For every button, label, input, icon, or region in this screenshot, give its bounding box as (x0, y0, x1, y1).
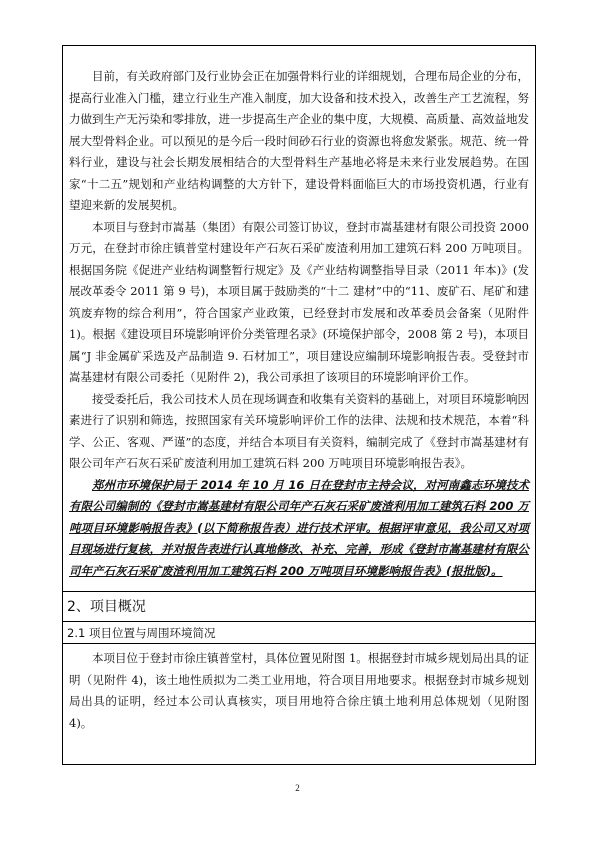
background-cell (63, 46, 535, 592)
subsection-heading: 2.1 项目位置与周围环境简况 (67, 626, 216, 640)
paragraph-commission: 接受委托后，我公司技术人员在现场调查和收集有关资料的基础上，对项目环境影响因素进行了识别和筛选，按照国家有关环境影响评价工作的法律、法规和技术规范，本着“科学、公正、客观、严谨”的态度，并结合本项目有关资料，编制完成了《登封市嵩基建材有限公司年产石灰石采矿废渣利用加工建筑石料 200 万吨项目环境影响报告表》。 (69, 391, 529, 470)
content-table (62, 45, 536, 765)
paragraph-project-background: 本项目与登封市嵩基（集团）有限公司签订协议，登封市嵩基建材有限公司投资 2000 万元，在登封市徐庄镇普堂村建设年产石灰石采矿废渣利用加工建筑石料 200 万吨项目。根据国务院《促进产业结构调整暂行规定》及《产业结构调整指导目录（2011 年本)》(发展改革委令 2011 第 9 号)，本项目属于鼓励类的“十二 建材”中的“11、废矿石、尾矿和建筑废弃物的综合利用”，符合国家产业政策，已经登封市发展和改革委员会备案（见附件 1)。根据《建设项目环境影响评价分类管理名录》(环境保护部令，2008 第 2 号)，本项目属“J 非金属矿采选及产品制造 9. 石材加工”，项目建设应编制环境影响报告表。受登封市嵩基建材有限公司委托（见附件 2)，我公司承担了该项目的环境影响评价工作。 (69, 219, 529, 384)
section-heading-cell (63, 592, 535, 622)
location-text (69, 648, 529, 734)
paragraph-industry-planning: 目前，有关政府部门及行业协会正在加强骨料行业的详细规划，合理布局企业的分布，提高行业准入门槛，建立行业生产准入制度，加大设备和技术投入，改善生产工艺流程，努力做到生产无污染和零排放，进一步提高生产企业的集中度，大规模、高质量、高效益地发展大型骨料企业。可以预见的是今后一段时间砂石行业的资源也将愈发紧张。规范、统一骨料行业，建设与社会长期发展相结合的大型骨料生产基地必将是未来行业发展趋势。在国家“十二五”规划和产业结构调整的大方针下，建设骨料面临巨大的市场投资机遇，行业有望迎来新的发展契机。 (69, 69, 529, 212)
location-cell (63, 644, 535, 764)
page-number: 2 (295, 783, 300, 793)
paragraph-location: 本项目位于登封市徐庄镇普堂村，具体位置见附图 1。根据登封市城乡规划局出具的证明（见附件 4)，该土地性质拟为二类工业用地，符合项目用地要求。根据登封市城乡规划局出具的证明，经过本公司认真核实，项目用地符合徐庄镇土地利用总体规划（见附图 4)。 (69, 651, 529, 730)
subsection-heading-cell (63, 622, 535, 644)
review-text: 郑州市环境保护局于 2014 年 10 月 16 日在登封市主持会议，对河南鑫志环境技术有限公司编制的《登封市嵩基建材有限公司年产石灰石采矿废渣利用加工建筑石料 200 万吨项目环境影响报告表》(以下简称报告表）进行技术评审。根据评审意见，我公司又对项目现场进行复核，并对报告表进行认真地修改、补充、完善，形成《登封市嵩基建材有限公司年产石灰石采矿废渣利用加工建筑石料 200 万吨项目环境影响报告表》(报批版)。 (69, 477, 529, 578)
paragraph-technical-review (69, 475, 529, 583)
background-text (69, 66, 529, 582)
section-heading: 2、项目概况 (67, 599, 146, 615)
